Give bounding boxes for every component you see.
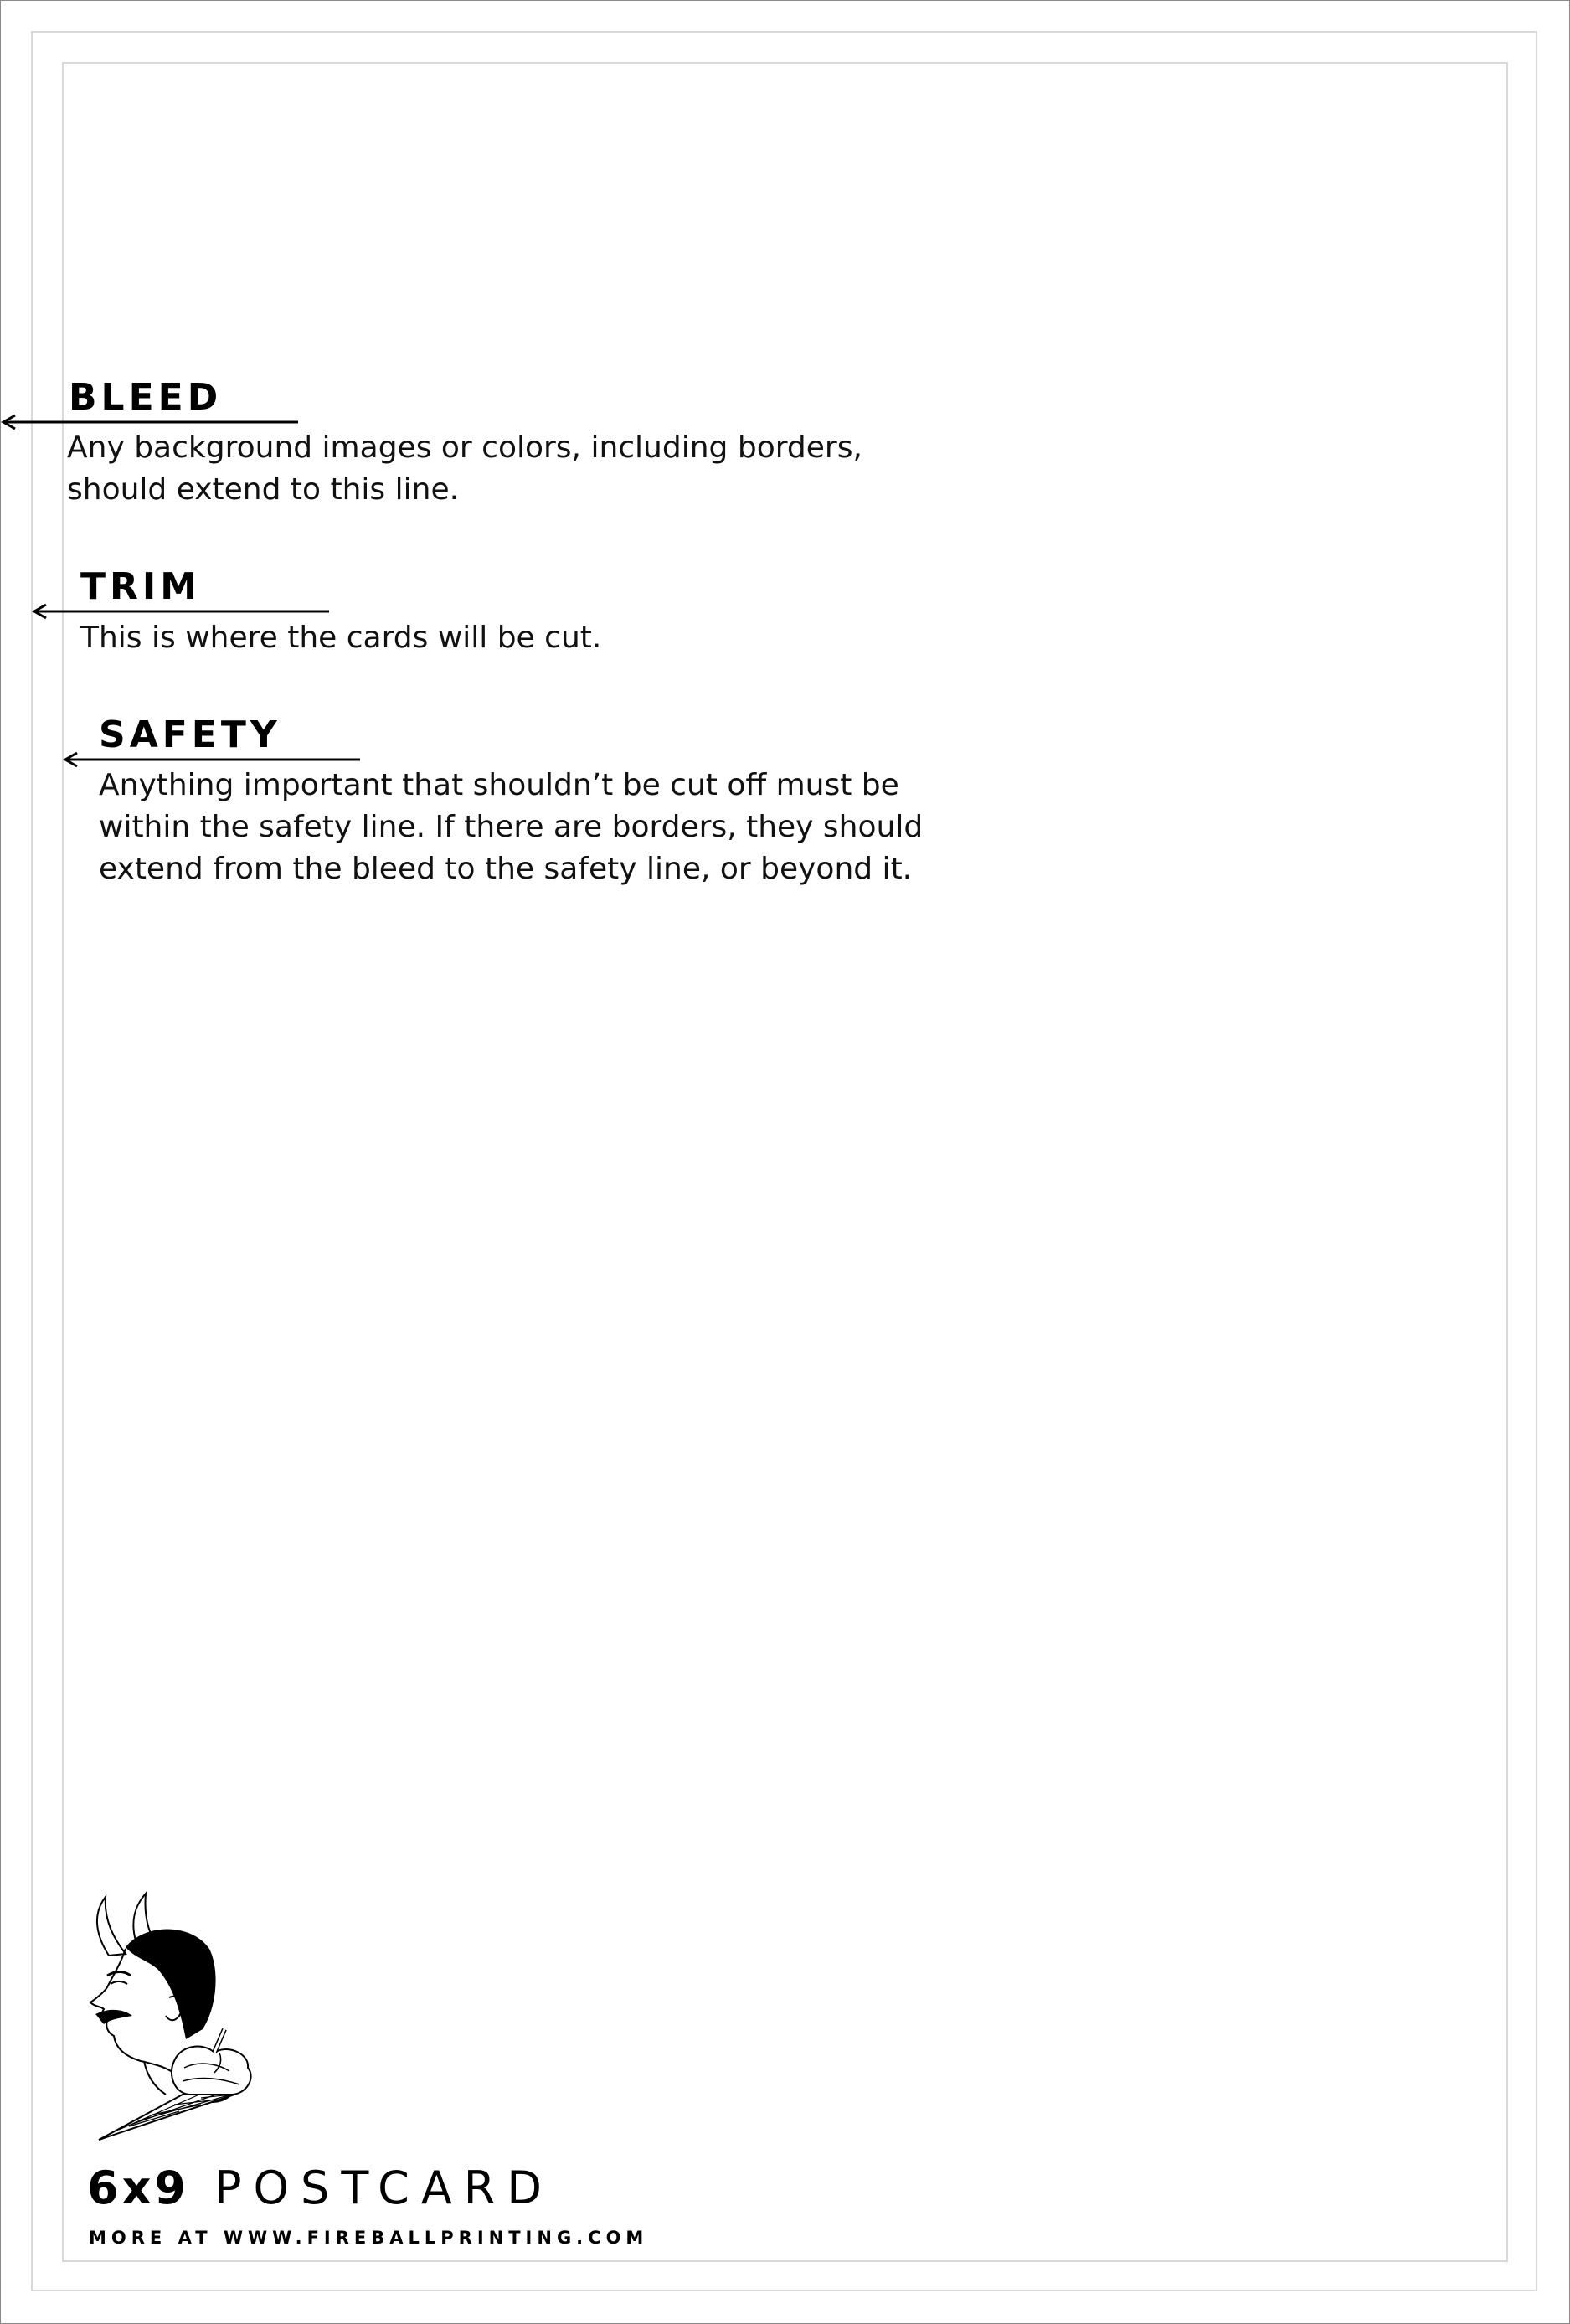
safety-line-border bbox=[62, 62, 1508, 2262]
safety-heading: SAFETY bbox=[99, 714, 281, 756]
safety-description: Anything important that shouldn’t be cut off must be within the safety line. If there are borders, they should extend from the bleed to the safety line, or beyond it. bbox=[99, 768, 924, 886]
bleed-heading: BLEED bbox=[69, 376, 223, 419]
product-title bbox=[87, 2163, 553, 2213]
trim-heading: TRIM bbox=[80, 565, 202, 608]
product-name: POSTCARD bbox=[214, 2162, 553, 2214]
product-size: 6x9 bbox=[87, 2162, 189, 2214]
bleed-description: Any background images or colors, including borders, should extend to this line. bbox=[67, 430, 862, 507]
website-link[interactable]: MORE AT WWW.FIREBALLPRINTING.COM bbox=[89, 2228, 649, 2248]
devil-ice-cream-logo-icon bbox=[75, 1889, 276, 2144]
trim-description: This is where the cards will be cut. bbox=[80, 621, 602, 655]
